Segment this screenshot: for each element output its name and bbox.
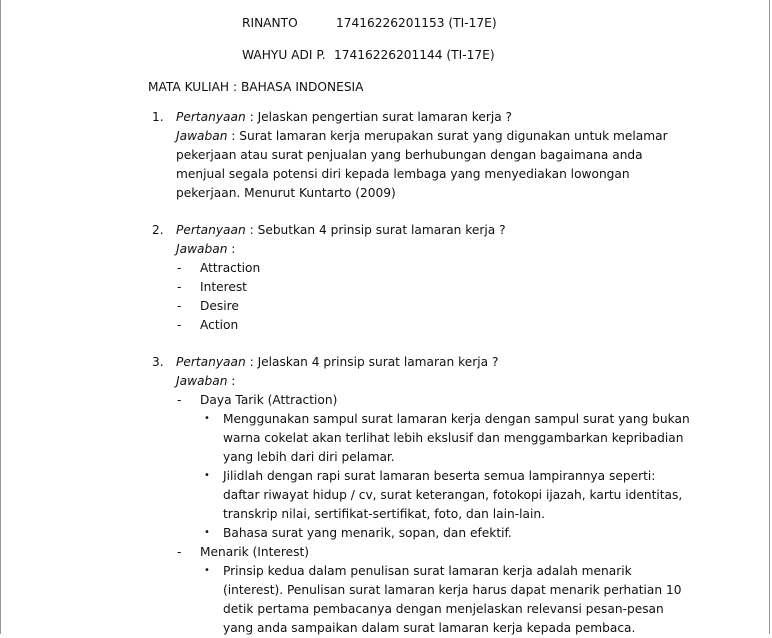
- question-number: 3.: [152, 355, 164, 369]
- page-frame: RINANTO 17416226201153 (TI-17E) WAHYU ADI P. 17416226201144 (TI-17E) MATA KULIAH : BAHASA INDONESIA 1. Pertanyaan : Jelaskan pengertian surat lamaran kerja ? Jawaban : Surat lamaran kerja merupakan surat yang digunakan untuk melamar pekerjaan atau surat penjualan yang berhubungan dengan bagaimana anda menjual segala potensi diri kepada lembaga yang menyediakan lowongan pekerjaan. Menurut Kuntarto (2009) 2. Pertanyaan : Sebutkan 4 prinsip surat lamaran kerja ? Jawaban : - Attraction - Interest - Desire - Action 3. Pertanyaan : Jelaskan 4 prinsip surat lamaran kerja ? Jawaban : - Daya Tarik (Attraction) • Menggunakan sampul surat lamaran kerja dengan sampul surat yang bukan warna cokelat akan terlihat lebih ekslusif dan menggambarkan kepribadian yang lebih dari diri pelamar. • Jilidlah dengan rapi surat lamaran beserta semua lampirannya seperti: daftar riwayat hidup / cv, surat keterangan, fotokopi ijazah, kartu identitas, transkrip nilai, sertifikat-sertifikat, foto, dan lain-lain. • Bahasa surat yang menarik, sopan, dan efektif. - Menarik (Interest) • Prinsip kedua dalam penulisan surat lamaran kerja adalah menarik (interest). Penulisan surat lamaran kerja harus dapat menarik perhatian 10 detik pertama pembacanya dengan menjelaskan relevansi pesan-pesan yang anda sampaikan dalam surat lamaran kerja kepada pembaca.: [0, 0, 770, 634]
- question-number: 1.: [152, 110, 164, 124]
- question-text: Sebutkan 4 prinsip surat lamaran kerja ?: [257, 223, 506, 237]
- answer-1-line-3: menjual segala potensi diri kepada lembaga yang menyediakan lowongan: [176, 167, 630, 181]
- question-text: Jelaskan pengertian surat lamaran kerja ?: [257, 110, 513, 124]
- answer-1-line-1: Jawaban : Surat lamaran kerja merupakan surat yang digunakan untuk melamar: [176, 129, 668, 143]
- question-label: Pertanyaan: [176, 355, 246, 369]
- bullet-line: transkrip nilai, sertifikat-sertifikat, foto, dan lain-lain.: [223, 507, 545, 521]
- answer-label: Jawaban: [176, 129, 228, 143]
- bullet-line: yang lebih dari diri pelamar.: [223, 450, 395, 464]
- bullet-icon: •: [204, 470, 210, 481]
- bullet-line: detik pertama pembacanya dengan menjelaskan relevansi pesan-pesan: [223, 602, 664, 616]
- student-name: RINANTO: [242, 16, 298, 30]
- question-label: Pertanyaan: [176, 110, 246, 124]
- answer-1-line-4: pekerjaan. Menurut Kuntarto (2009): [176, 186, 396, 200]
- answer-2-label: Jawaban :: [176, 242, 236, 256]
- bullet-icon: •: [204, 413, 210, 424]
- question-text: Jelaskan 4 prinsip surat lamaran kerja ?: [257, 355, 499, 369]
- course-title: MATA KULIAH : BAHASA INDONESIA: [148, 80, 364, 94]
- student-name: WAHYU ADI P.: [242, 48, 326, 62]
- bullet-line: daftar riwayat hidup / cv, surat keterangan, fotokopi ijazah, kartu identitas,: [223, 488, 683, 502]
- student-id: 17416226201144 (TI-17E): [334, 48, 495, 62]
- bullet-line: warna cokelat akan terlihat lebih ekslusif dan menggambarkan kepribadian: [223, 431, 684, 445]
- answer-1-line-2: pekerjaan atau surat penjualan yang berhubungan dengan bagaimana anda: [176, 148, 643, 162]
- answer-3-label: Jawaban :: [176, 374, 236, 388]
- student-id: 17416226201153 (TI-17E): [336, 16, 497, 30]
- question-label: Pertanyaan: [176, 223, 246, 237]
- bullet-line: (interest). Penulisan surat lamaran kerja harus dapat menarik perhatian 10: [223, 583, 682, 597]
- bullet-icon: •: [204, 527, 210, 538]
- bullet-icon: •: [204, 565, 210, 576]
- question-number: 2.: [152, 223, 164, 237]
- bullet-line: yang anda sampaikan dalam surat lamaran kerja kepada pembaca.: [223, 621, 636, 635]
